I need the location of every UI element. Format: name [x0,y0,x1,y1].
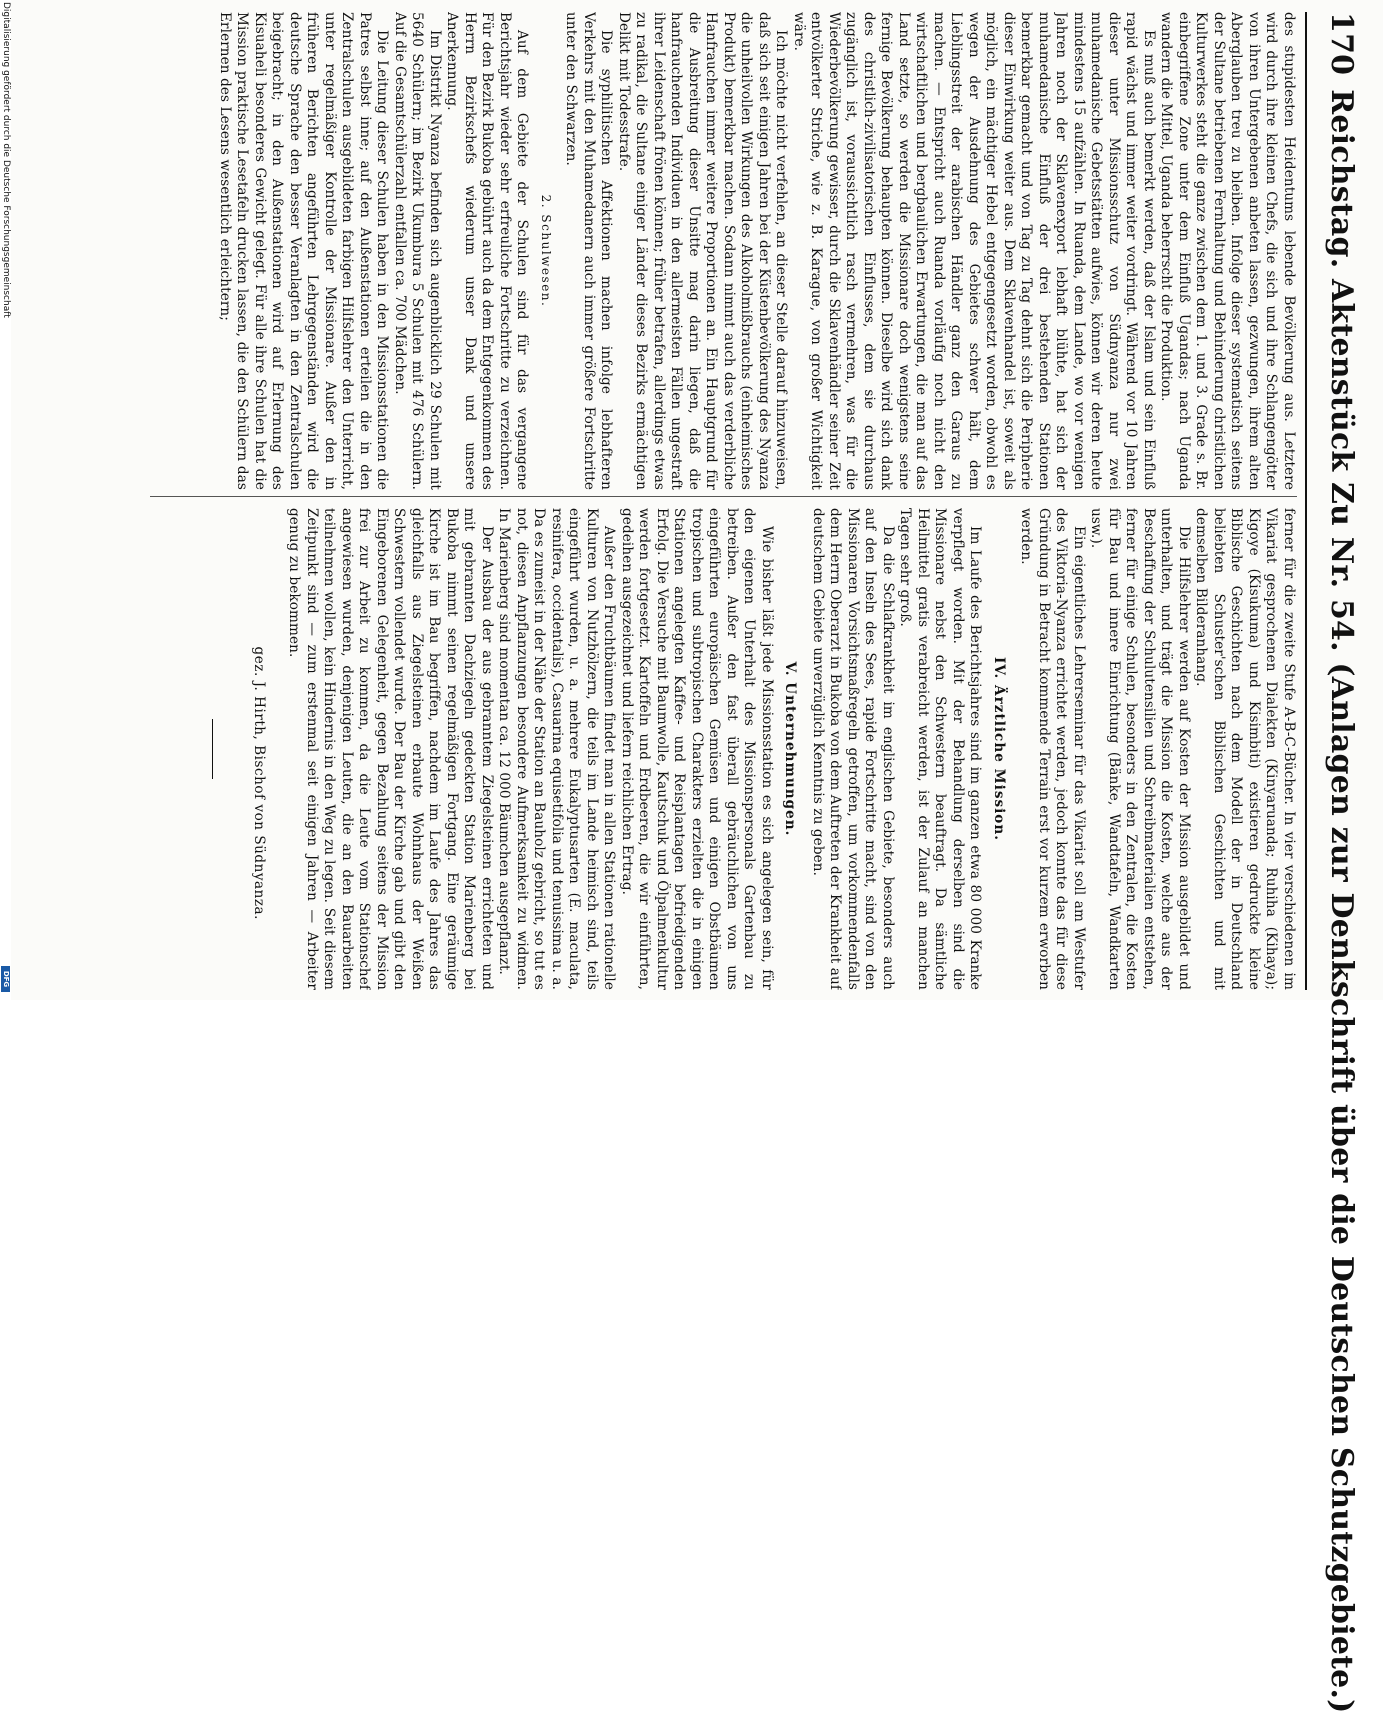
running-title: Reichstag. Aktenstück Zu Nr. 54. (Anlagen zur Denkschrift über die Deutschen Schutzgebiete.) [1324,89,1360,1713]
footer-text: Digitalisierung gefördert durch die Deutsche Forschungsgemeinschaft [1,2,11,318]
column-divider [150,496,1297,497]
paragraph: Ein eigentliches Lehrerseminar für das Vikariat soll am Westufer des Viktoria-Nyanza errichtet werden, jedoch konnte das für diese Gründung in Betracht kommende Terrain erst vor kurzem erworben werden. [1018,508,1087,990]
paragraph: Die Leitung dieser Schulen haben in den Missionsstationen die Patres selbst inne; auf den Außenstationen erteilen die in den Zentralschulen ausgebildeten farbigen Hilfslehrer den Unterricht, unter regelmäßiger Kontrolle der Missionare. Außer den in früheren Berichten angeführten Lehrgegenständen wird die deutsche Sprache den besser Veranlagten in den Zentralschulen beigebracht; in den Außenstationen wird auf Erlernung des Kisuaheli besonderes Gewicht gelegt. Für alle ihre Schulen hat die Mission praktische Lesetafeln drucken lassen, die den Schülern das Erlernen des Lesens wesentlich erleichtern; [217,12,391,490]
paragraph: Auf dem Gebiete der Schulen sind für das vergangene Berichtsjahr wieder sehr erfreuliche Fortschritte zu verzeichnen. Für den Bezirk Bukoba gebührt auch da dem Entgegenkommen des Herrn Bezirkschefs wiederum unser Dank und unsere Anerkennung. [444,12,531,490]
paragraph: Da die Schlafkrankheit im englischen Gebiete, besonders auch auf den Inseln des Sees, rapide Fortschritte macht, sind von den Missionaren Vorsichtsmaßregeln getroffen, um vorkommendenfalls dem Herrn Oberarzt in Bukoba von dem Auftreten der Krankheit auf deutschem Gebiete unverzüglich Kenntnis zu geben. [810,508,896,990]
paragraph: Ich möchte nicht verfehlen, an dieser Stelle darauf hinzuweisen, daß sich seit einigen Jahren bei der Küstenbevölkerung des Nyanza die unheilvollen Wirkungen des Alkoholmißbrauchs (einheimisches Produkt) bemerkbar machen. Sodann nimmt auch das verderbliche Hanfrauchen immer weitere Proportionen an. Ein Hauptgrund für die Ausbreitung dieser Unsitte mag darin liegen, daß die hanfrauchenden Individuen in den allermeisten Fällen ungestraft ihrer Leidenschaft frönen können; früher betrafen, allerdings etwas zu radikal, die Sultane einiger Länder dieses Bezirks ermächtigen Delikt mit Todesstrafe. [616,12,790,490]
paragraph: Im Laufe des Berichtsjahres sind im ganzen etwa 80 000 Kranke verpflegt worden. Mit der Behandlung derselben sind die Missionare nebst den Schwestern beauftragt. Da sämtliche Heilmittel gratis verabreicht werden, ist der Zulauf an manchen Tagen sehr groß. [897,508,984,990]
paragraph: Wie bisher läßt jede Missionsstation es sich angelegen sein, für den eigenen Unterhalt des Missionspersonals Gartenbau zu betreiben. Außer den fast überall gebräuchlichen von uns eingeführten europäischen Gemüsen und einigen Obstbäumen tropischen und subtropischen Charakters erzielten die in einigen Stationen angelegten Kaffee- und Reisplantagen befriedigenden Erfolg. Die Versuche mit Baumwolle, Kautschuk und Ölpalmenkultur werden fortgesetzt. Kartoffeln und Erdbeeren, die wir einführten, gedeihen ausgezeichnet und liefern reichlichen Ertrag. [619,508,775,990]
section-heading-medical: IV. Ärztliche Mission. [991,657,1007,841]
page-header [1309,12,1375,1713]
section-heading-enterprises: V. Unternehmungen. [782,661,799,837]
header-rule [1305,12,1307,990]
page-number: 170 [1324,12,1360,76]
paragraph: Außer den Fruchtbäumen findet man in allen Stationen rationelle Kulturen von Nutzhölzern, die teils im Lande heimisch sind, teils eingeführt wurden, u. a. mehrere Eukalyptusarten (E. maculata, resinifera, occidentalis), Casuarina equisetifolia und tenuissima u. a. Da es zumeist in der Nähe der Station an Bauholz gebricht, so tut es not, diesen Anpflanzungen besondere Aufmerksamkeit zu widmen. In Marienberg sind momentan ca. 12 000 Bäumchen ausgepflanzt. [496,508,618,990]
dfg-logo: DFG [1,966,10,992]
end-rule [213,719,214,779]
paragraph: ferner für die zweite Stufe A-B-C-Bücher. In vier verschiedenen im Vikariat gesprochenen Dialekten (Kinyaruanda; Ruhiha (Kihaya); Kigoye (Kisukuma) und Kisimbiti) existieren gedruckte kleine Biblische Geschichten nach dem Modell der in Deutschland beliebten Schuster'schen Biblischen Geschichten und mit demselben Bilderanhang. [1193,508,1297,990]
signature: gez. J. Hirth, Bischof von Südnyanza. [251,646,267,920]
left-column [150,12,1297,490]
right-column [150,508,1297,990]
paragraph: Im Distrikt Nyanza befinden sich augenblicklich 29 Schulen mit 5640 Schülern; im Bezirk Ukumbura 5 Schulen mit 476 Schülern. Auf die Gesamtschülerzahl entfallen ca. 700 Mädchen. [392,12,443,490]
paragraph: Der Ausbau der aus gebranntem Ziegelsteinen errichteten und mit gebrannten Dachziegeln gedeckten Station Marienberg bei Bukoba nimmt seinen regelmäßigen Fortgang. Eine geräumige Kirche ist im Bau begriffen, nachdem im Laufe des Jahres das gleichfalls aus Ziegelsteinen erbaute Wohnhaus der Weißen Schwestern vollendet wurde. Der Bau der Kirche gab und gibt den Eingeborenen Gelegenheit, gegen Bezahlung seitens der Mission frei zur Arbeit zu kommen, da die Leute vom Stationschef angewiesen wurden, denjenigen Leuten, die an den Bauarbeiten teilnehmen wollen, kein Hindernis in den Weg zu legen. Seit diesem Zeitpunkt sind — zum erstenmal seit einigen Jahren — Arbeiter genug zu bekommen. [286,508,495,990]
paragraph: des stupidesten Heidentums lebende Bevölkerung aus. Letztere wird durch ihre kleinen Chefs, die sich und ihre Schlangengötter von ihren Untergebenen anbeten lassen, gezwungen, ihrem alten Aberglauben treu zu bleiben. Infolge dieser systematisch seitens der Sultane betriebenen Fernhaltung und Behinderung christlichen Kulturwerkes steht die ganze zwischen dem 1. und 3. Grade s. Br. einbegriffene Zone unter dem Einfluß Ugandas; nach Uganda wandern die Mittel, Uganda beherrscht die Produktion. [1158,12,1297,490]
section-heading-schools: 2. Schulwesen. [539,194,553,308]
paragraph: Die Hilfslehrer werden auf Kosten der Mission ausgebildet und unterhalten, und trägt die Mission die Kosten, welche aus der Beschaffung der Schulutensilien und Schreibmaterialien entstehen, ferner für einige Schulen, besonders in den Zentralen, die Kosten für Bau und innere Einrichtung (Bänke, Wandtafeln, Wandkarten usw.). [1088,508,1192,990]
paragraph: Es muß auch bemerkt werden, daß der Islam und sein Einfluß rapid wächst und immer weiter vordringt. Während vor 10 Jahren dieser unter Missionsschutz von Südnyanza nur zwei muhamedanische Gebetsstätten aufwies, können wir deren heute mindestens 15 aufzählen. In Ruanda, dem Lande, wo vor wenigen Jahren noch der Sklavenexport lebhaft blühte, hat sich der muhamedanische Einfluß der drei bestehenden Stationen bemerkbar gemacht und von Tag zu Tag dehnt sich die Peripherie dieser Einwirkung weiter aus. Dem Sklavenhandel ist, soweit als möglich, ein mächtiger Hebel entgegengesetzt worden, obwohl es wegen der Ausdehnung des Gebietes schwer hält, dem Lieblingsstreit der arabischen Händler ganz den Garaus zu machen. — Entspricht auch Ruanda vorläufig noch nicht den wirtschaftlichen und bergbaulichen Erwartungen, die man auf das Land setzte, so werden die Missionare doch wenigstens seine fernige Bevölkerung behaupten können. Dieselbe wird sich dank des christlich-zivilisatorischen Einflusses, dem sie durchaus zugänglich ist, voraussichtlich rasch vermehren, was für die Wiederbevölkerung gewisser, durch die Sklavenhändler seiner Zeit entvölkerter Striche, wie z. B. Karague, von großer Wichtigkeit wäre. [791,12,1157,490]
digitization-footer [0,0,11,1000]
paragraph: Die syphilitischen Affektionen machen infolge lebhafteren Verkehrs mit den Muhamedanern auch immer größere Fortschritte unter den Schwarzen. [563,12,615,490]
